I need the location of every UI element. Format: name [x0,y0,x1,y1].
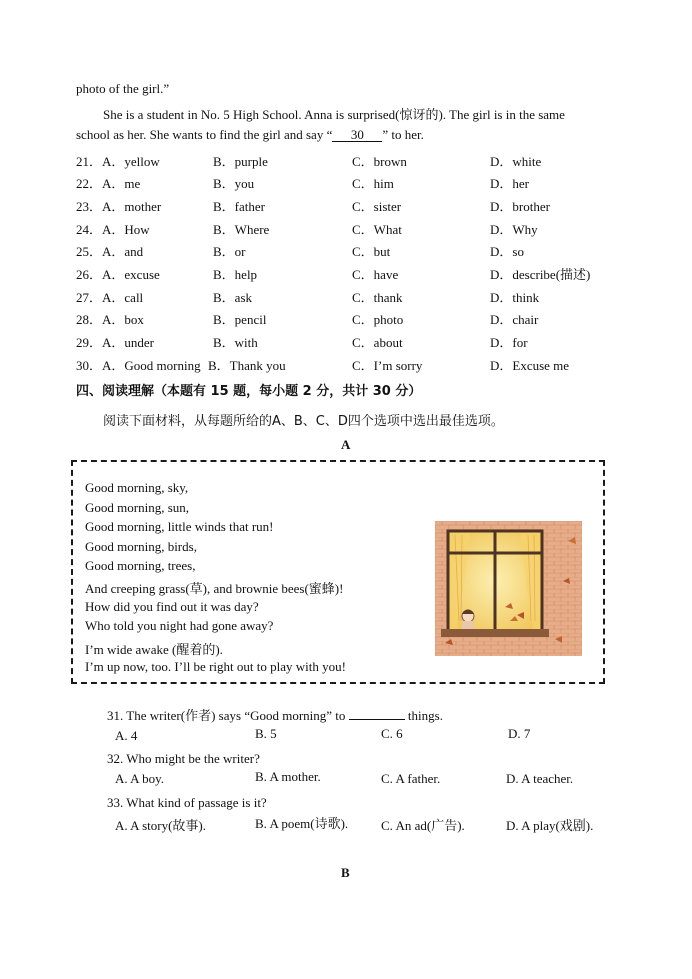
option-a: A．yellow [102,154,160,169]
option-b: B．Thank you [208,358,286,373]
option-d: D．think [490,290,540,305]
poem-line: I’m wide awake (醒着的). [85,642,223,657]
q33-option-d: D. A play(戏剧). [506,818,594,833]
option-a: A．Good morning [102,358,201,373]
q32-option-d: D. A teacher. [506,771,574,786]
question-row [76,309,144,328]
passage-line-3-pre: school as her. She wants to find the girl and say “ [76,127,333,142]
option-c: C．brown [352,154,407,169]
passage-line-2: She is a student in No. 5 High School. Anna is surprised(惊讶的). The girl is in the same [103,107,565,122]
option-d: D．Excuse me [490,358,570,373]
option-c: C．but [352,244,391,259]
question-row [76,332,154,351]
passage-label-a: A [341,437,351,452]
q31-option-c: C. 6 [381,726,403,741]
question-number: 28． [76,312,103,327]
option-b: B．pencil [213,312,267,327]
option-c: C．sister [352,199,402,214]
question-number: 26． [76,267,103,282]
section-heading: 四、阅读理解（本题有 15 题，每小题 2 分，共计 30 分） [76,384,422,399]
question-row [76,264,160,283]
option-c: C．photo [352,312,404,327]
option-c: C．have [352,267,399,282]
option-b: B．father [213,199,265,214]
question-number: 29． [76,335,103,350]
question-number: 24． [76,222,103,237]
option-d: D．chair [490,312,539,327]
poem-line: Who told you night had gone away? [85,618,274,633]
poem-line: Good morning, little winds that run! [85,519,274,534]
passage-label-b: B [341,865,350,880]
option-c: C．him [352,176,394,191]
passage-line-3 [76,127,424,143]
option-b: B．purple [213,154,268,169]
poem-line: How did you find out it was day? [85,599,259,614]
section-instruction: 阅读下面材料，从每题所给的A、B、C、D四个选项中选出最佳选项。 [103,414,504,429]
poem-line: And creeping grass(草), and brownie bees(蜜蜂)! [85,581,344,596]
question-33-stem: 33. What kind of passage is it? [107,795,267,810]
question-number: 21． [76,154,103,169]
question-row [76,241,143,260]
blank-30: 30 [332,128,382,142]
question-31-stem [107,705,443,724]
option-a: A．under [102,335,155,350]
q31-option-b: B. 5 [255,726,277,741]
option-c: C．I’m sorry [352,358,423,373]
option-c: C．thank [352,290,403,305]
question-row [76,287,143,306]
option-b: B．Where [213,222,270,237]
option-b: B．with [213,335,258,350]
question-31-stem-post: things. [407,708,443,723]
q32-option-b: B. A mother. [255,769,321,784]
question-number: 30． [76,358,103,373]
q32-option-a: A. A boy. [115,771,164,786]
option-c: C．about [352,335,403,350]
poem-line: I’m up now, too. I’ll be right out to play with you! [85,659,346,674]
option-b: B．help [213,267,258,282]
option-d: D．for [490,335,528,350]
option-d: D．brother [490,199,550,214]
option-a: A．mother [102,199,162,214]
option-d: D．describe(描述) [490,267,591,282]
question-32-stem: 32. Who might be the writer? [107,751,260,766]
poem-line: Good morning, birds, [85,539,197,554]
poem-line: Good morning, trees, [85,558,196,573]
question-row [76,151,160,170]
passage-line-1: photo of the girl.” [76,81,170,96]
poem-line: Good morning, sun, [85,500,189,515]
q31-option-a: A. 4 [115,728,138,743]
question-row [76,355,201,374]
option-b: B．or [213,244,246,259]
question-number: 25． [76,244,103,259]
answer-blank [349,707,405,720]
option-d: D．white [490,154,542,169]
q32-option-c: C. A father. [381,771,441,786]
question-31-stem-pre: 31. The writer(作者) says “Good morning” to [107,708,346,723]
question-number: 22． [76,176,103,191]
question-number: 27． [76,290,103,305]
option-a: A．and [102,244,144,259]
option-a: A．me [102,176,141,191]
option-b: B．you [213,176,255,191]
option-a: A．call [102,290,144,305]
option-c: C．What [352,222,402,237]
option-d: D．so [490,244,524,259]
q33-option-c: C. An ad(广告). [381,818,465,833]
q31-option-d: D. 7 [508,726,531,741]
option-a: A．box [102,312,144,327]
question-row [76,173,140,192]
window-illustration [435,521,582,656]
option-a: A．excuse [102,267,160,282]
option-a: A．How [102,222,150,237]
option-b: B．ask [213,290,253,305]
q33-option-a: A. A story(故事). [115,818,207,833]
q33-option-b: B. A poem(诗歌). [255,816,349,831]
option-d: D．her [490,176,529,191]
question-row [76,196,161,215]
question-row [76,219,150,238]
poem-line: Good morning, sky, [85,480,189,495]
question-number: 23． [76,199,103,214]
passage-line-3-post: ” to her. [382,127,424,142]
option-d: D．Why [490,222,538,237]
